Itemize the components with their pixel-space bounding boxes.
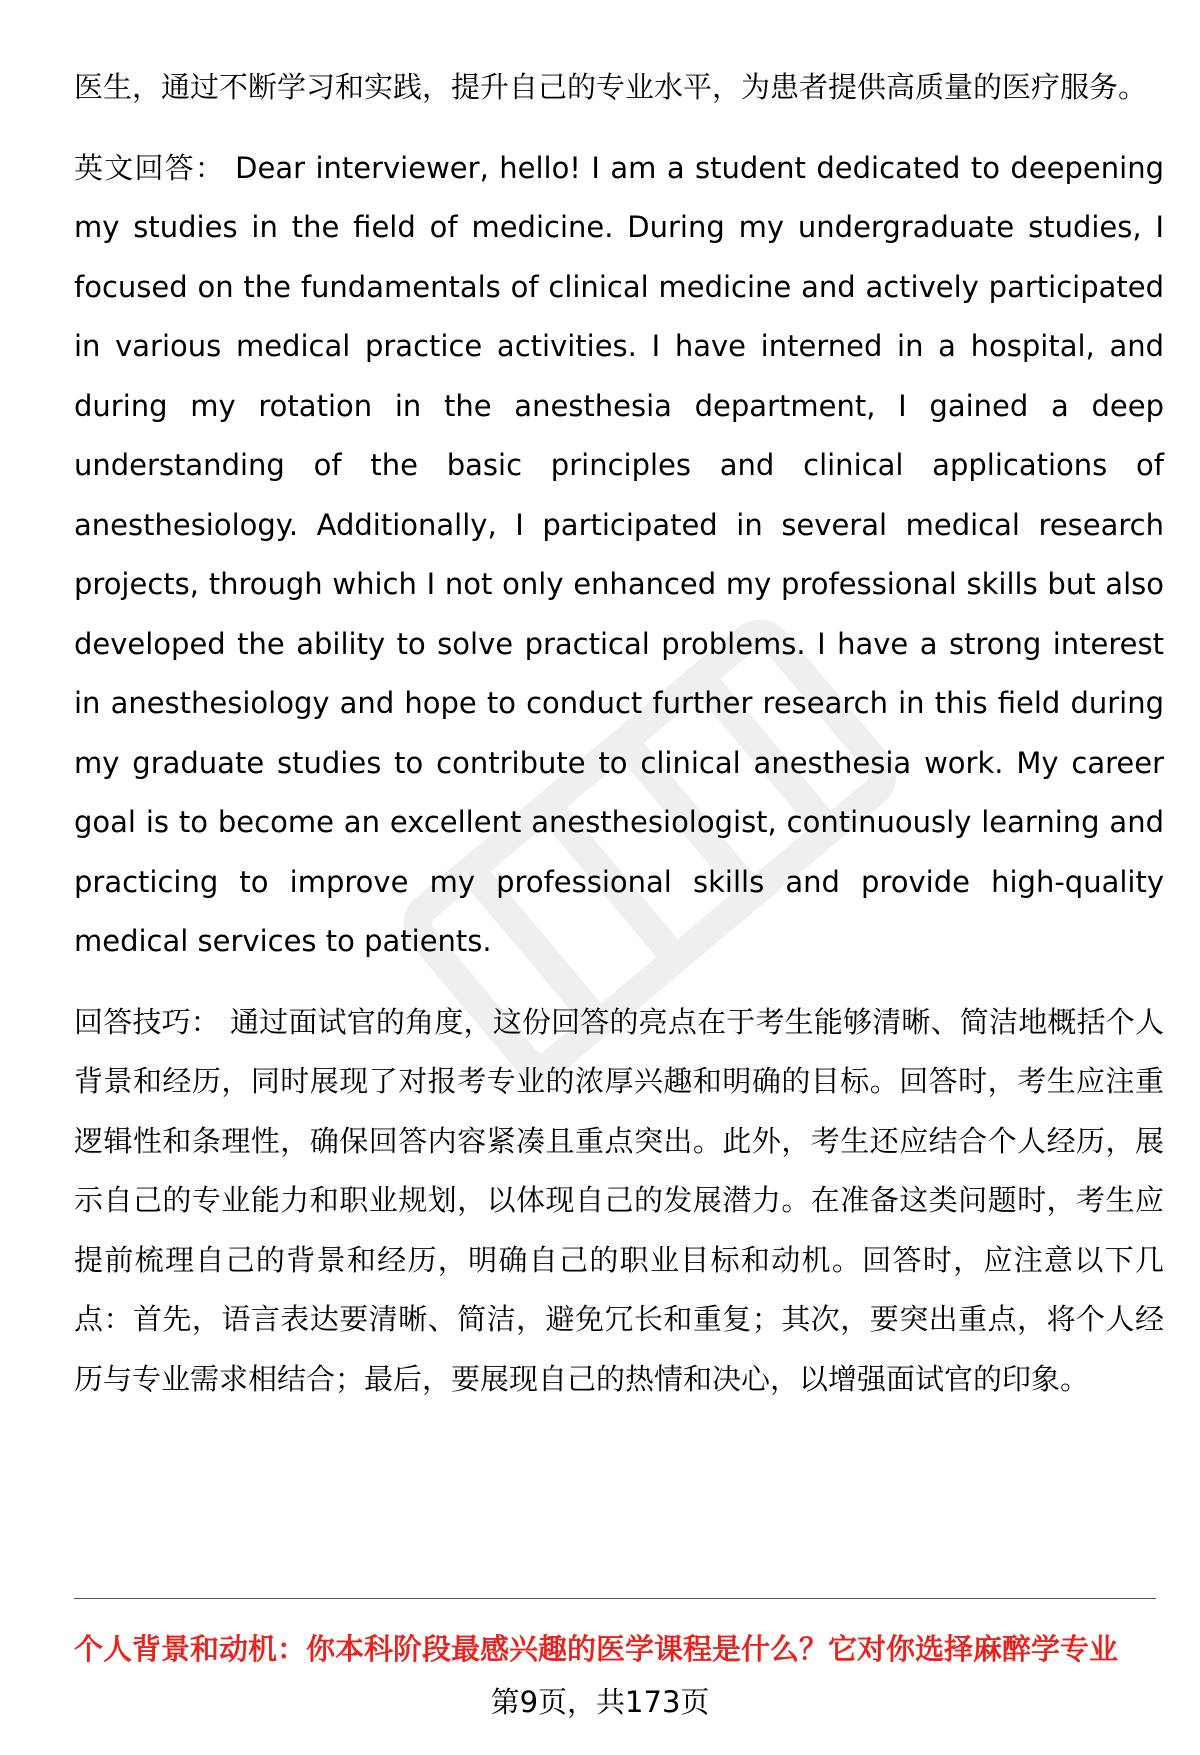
english-answer-label: 英文回答： <box>74 150 226 185</box>
english-answer-text: Dear interviewer, hello! I am a student dedicated to deepening my studies in the field of medicine. During my undergraduate studies, I focused on the fundamentals of clinical medicine and actively participated in various medical practice activities. I have interned in a hospital, and during my rotation in the anesthesia department, I gained a deep understanding of the basic principles and clinical applications of anesthesiology. Additionally, I participated in several medical research projects, through which I not only enhanced my professional skills but also developed the ability to solve practical problems. I have a strong interest in anesthesiology and hope to conduct further research in this field during my graduate studies to contribute to clinical anesthesia work. My career goal is to become an excellent anesthesiologist, continuously learning and practicing to improve my professional skills and provide high-quality medical services to patients. <box>74 150 1164 958</box>
document-body <box>74 58 1164 1409</box>
section-divider <box>74 1598 1156 1599</box>
paragraph-answer-tips <box>74 993 1164 1410</box>
next-question-heading: 个人背景和动机：你本科阶段最感兴趣的医学课程是什么？它对你选择麻醉学专业 <box>74 1632 1119 1666</box>
paragraph-continuation: 医生，通过不断学习和实践，提升自己的专业水平，为患者提供高质量的医疗服务。 <box>74 70 1148 104</box>
paragraph-english-answer <box>74 139 1164 972</box>
answer-tips-text: 通过面试官的角度，这份回答的亮点在于考生能够清晰、简洁地概括个人背景和经历，同时展现了对报考专业的浓厚兴趣和明确的目标。回答时，考生应注重逻辑性和条理性，确保回答内容紧凑且重点突出。此外，考生还应结合个人经历，展示自己的专业能力和职业规划，以体现自己的发展潜力。在准备这类问题时，考生应提前梳理自己的背景和经历，明确自己的职业目标和动机。回答时，应注意以下几点：首先，语言表达要清晰、简洁，避免冗长和重复；其次，要突出重点，将个人经历与专业需求相结合；最后，要展现自己的热情和决心，以增强面试官的印象。 <box>74 1004 1164 1396</box>
page-number-footer: 第9页，共173页 <box>490 1685 710 1719</box>
answer-tips-label: 回答技巧： <box>74 1004 220 1039</box>
